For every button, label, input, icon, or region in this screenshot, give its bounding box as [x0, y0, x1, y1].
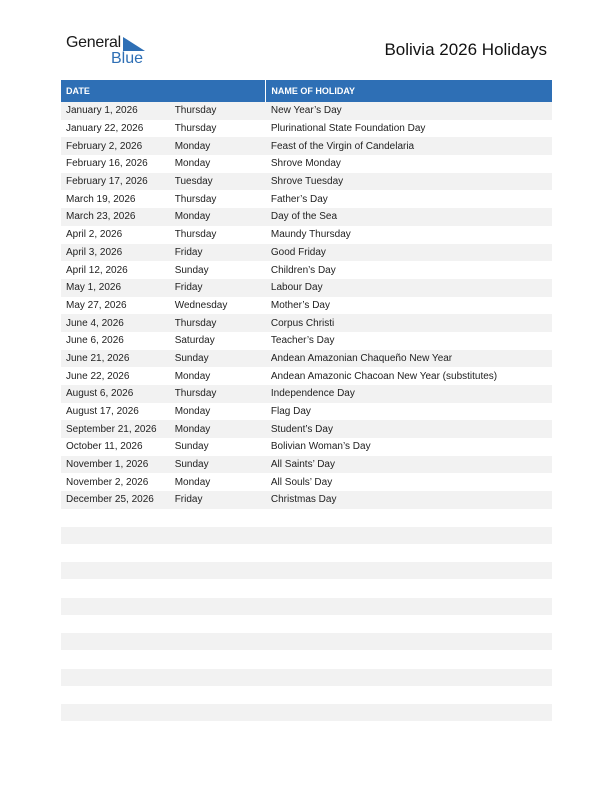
cell-date: June 21, 2026	[61, 350, 170, 368]
table-row	[61, 208, 552, 226]
page-title: Bolivia 2026 Holidays	[384, 40, 547, 59]
cell-weekday: Sunday	[174, 264, 209, 276]
cell-date: June 4, 2026	[61, 314, 170, 332]
cell-date: August 6, 2026	[61, 385, 170, 403]
logo-text-blue: Blue	[111, 50, 144, 67]
table-row	[61, 137, 552, 155]
table-row	[61, 314, 552, 332]
cell-holiday-name: Student’s Day	[266, 420, 552, 438]
empty-table-row	[61, 598, 552, 615]
cell-weekday: Sunday	[170, 456, 266, 474]
header-holiday-name: NAME OF HOLIDAY	[266, 80, 552, 102]
table-row	[61, 332, 552, 350]
cell-date: September 21, 2026	[61, 420, 170, 438]
logo-text-general: General	[66, 34, 121, 51]
cell-date: February 17, 2026	[61, 173, 170, 191]
cell-date: March 23, 2026	[61, 208, 170, 226]
cell-weekday: Monday	[174, 370, 211, 382]
table-row	[61, 244, 552, 262]
cell-weekday: Monday	[170, 137, 266, 155]
cell-weekday: Friday	[170, 491, 266, 509]
table-row	[61, 279, 552, 297]
cell-holiday-name: Children’s Day	[270, 264, 336, 276]
cell-weekday: Saturday	[174, 335, 215, 347]
cell-weekday: Wednesday	[174, 299, 228, 311]
cell-date: May 27, 2026	[66, 299, 127, 311]
cell-holiday-name: Bolivian Woman’s Day	[270, 441, 371, 453]
empty-table-row	[61, 633, 552, 650]
cell-date: November 1, 2026	[61, 456, 170, 474]
cell-weekday: Friday	[170, 244, 266, 262]
table-row	[61, 190, 552, 208]
table-row	[61, 350, 552, 368]
empty-table-row	[61, 669, 552, 686]
cell-weekday: Monday	[174, 406, 211, 418]
cell-holiday-name: Andean Amazonian Chaqueño New Year	[266, 350, 552, 368]
table-row	[61, 456, 552, 474]
cell-holiday-name: Mother’s Day	[270, 299, 330, 311]
cell-holiday-name: Maundy Thursday	[270, 229, 351, 241]
empty-table-row	[61, 527, 552, 544]
table-row	[61, 120, 552, 138]
cell-weekday: Monday	[170, 208, 266, 226]
cell-holiday-name: Father’s Day	[270, 193, 328, 205]
cell-holiday-name: New Year’s Day	[266, 102, 552, 120]
header-date: DATE	[61, 80, 266, 102]
cell-date: April 3, 2026	[61, 244, 170, 262]
cell-holiday-name: Teacher’s Day	[270, 335, 335, 347]
table-row	[61, 491, 552, 509]
cell-date: April 12, 2026	[66, 264, 128, 276]
cell-date: May 1, 2026	[61, 279, 170, 297]
cell-weekday: Friday	[170, 279, 266, 297]
table-row	[61, 102, 552, 120]
cell-date: March 19, 2026	[66, 193, 136, 205]
cell-date: June 6, 2026	[66, 335, 124, 347]
cell-weekday: Thursday	[170, 385, 266, 403]
table-row	[61, 367, 552, 385]
cell-weekday: Sunday	[170, 350, 266, 368]
cell-holiday-name: Christmas Day	[266, 491, 552, 509]
cell-weekday: Monday	[174, 476, 211, 488]
cell-date: August 17, 2026	[66, 406, 139, 418]
cell-date: October 11, 2026	[66, 441, 143, 453]
cell-holiday-name: Corpus Christi	[266, 314, 552, 332]
cell-date: January 22, 2026	[66, 123, 144, 135]
cell-weekday: Thursday	[174, 229, 217, 241]
table-row	[61, 297, 552, 315]
cell-date: February 16, 2026	[66, 158, 148, 170]
cell-date: April 2, 2026	[66, 229, 123, 241]
cell-weekday: Thursday	[170, 102, 266, 120]
cell-holiday-name: Feast of the Virgin of Candelaria	[266, 137, 552, 155]
table-row	[61, 473, 552, 491]
cell-holiday-name: Andean Amazonic Chacoan New Year (substitutes)	[270, 370, 498, 382]
holidays-table-body	[61, 102, 552, 509]
table-header-row	[61, 80, 552, 102]
cell-weekday: Thursday	[170, 314, 266, 332]
cell-weekday: Tuesday	[170, 173, 266, 191]
table-row	[61, 173, 552, 191]
flag-logo-icon	[123, 37, 145, 51]
cell-date: January 1, 2026	[61, 102, 170, 120]
holidays-table	[61, 80, 552, 509]
empty-table-row	[61, 704, 552, 721]
empty-table-row	[61, 562, 552, 579]
cell-holiday-name: Flag Day	[270, 406, 311, 418]
cell-holiday-name: Plurinational State Foundation Day	[270, 123, 426, 135]
cell-holiday-name: Shrove Tuesday	[266, 173, 552, 191]
table-row	[61, 226, 552, 244]
cell-weekday: Thursday	[174, 193, 217, 205]
table-row	[61, 155, 552, 173]
table-row	[61, 420, 552, 438]
cell-weekday: Monday	[174, 158, 211, 170]
cell-holiday-name: Independence Day	[266, 385, 552, 403]
cell-holiday-name: Day of the Sea	[266, 208, 552, 226]
cell-holiday-name: Shrove Monday	[270, 158, 341, 170]
cell-holiday-name: Labour Day	[266, 279, 552, 297]
cell-holiday-name: All Souls’ Day	[270, 476, 333, 488]
cell-holiday-name: All Saints’ Day	[266, 456, 552, 474]
table-row	[61, 385, 552, 403]
cell-weekday: Monday	[170, 420, 266, 438]
cell-weekday: Sunday	[174, 441, 209, 453]
cell-date: June 22, 2026	[66, 370, 130, 382]
general-blue-logo	[66, 34, 156, 70]
table-row	[61, 403, 552, 421]
cell-date: February 2, 2026	[61, 137, 170, 155]
cell-weekday: Thursday	[174, 123, 217, 135]
cell-holiday-name: Good Friday	[266, 244, 552, 262]
cell-date: December 25, 2026	[61, 491, 170, 509]
table-row	[61, 261, 552, 279]
table-row	[61, 438, 552, 456]
cell-date: November 2, 2026	[66, 476, 149, 488]
